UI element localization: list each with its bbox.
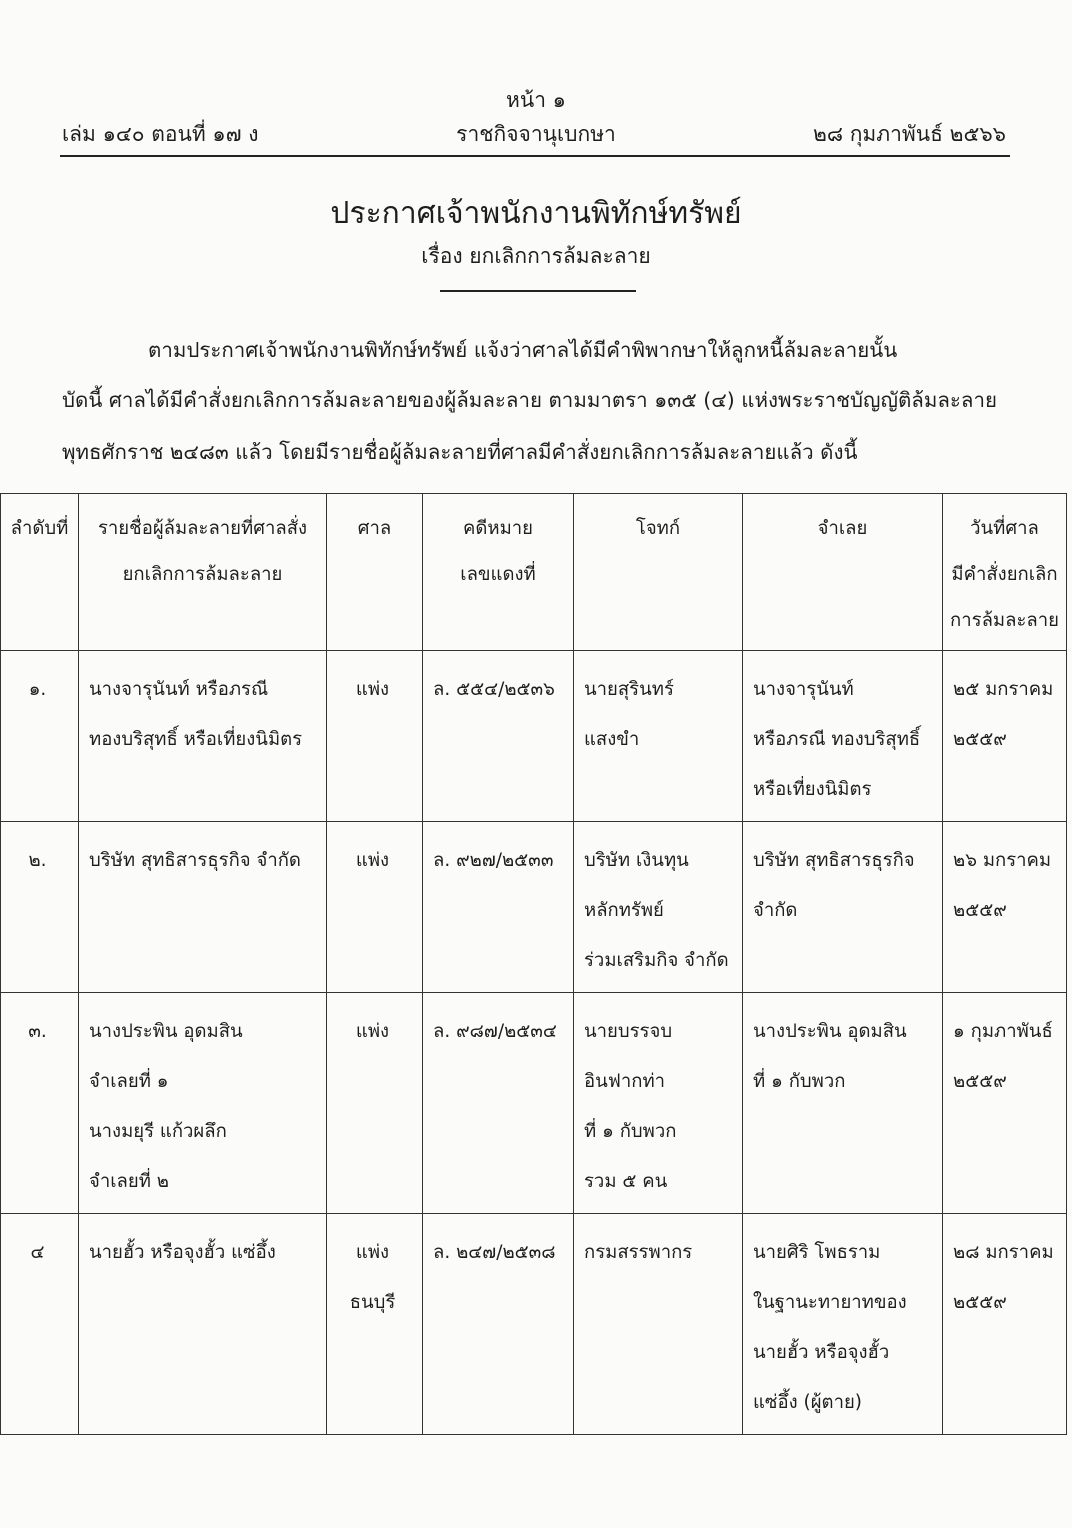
title-divider — [440, 290, 636, 292]
cell-court — [327, 822, 423, 993]
cell-text-line: ล. ๙๘๗/๒๕๓๔ — [433, 1021, 557, 1042]
cell-name — [79, 993, 327, 1214]
cell-text-line: วันที่ศาล — [970, 518, 1039, 539]
cell-text-line: นายสุรินทร์ — [584, 679, 674, 700]
cell-text-line: นายบรรจบ — [584, 1021, 673, 1042]
cell-text-line: จำเลย — [817, 518, 868, 539]
cell-text-line: นายฮั้ว หรือจุงฮั้ว แซ่อึ้ง — [89, 1242, 276, 1263]
header-cell-name — [79, 494, 327, 651]
cell-name — [79, 1214, 327, 1435]
header-cell-order-date — [943, 494, 1067, 651]
cell-text-line: ศาล — [357, 518, 392, 539]
gazette-date: ๒๘ กุมภาพันธ์ ๒๕๖๖ — [813, 122, 1006, 146]
body-paragraph-line: ตามประกาศเจ้าพนักงานพิทักษ์ทรัพย์ แจ้งว่าศาลได้มีคำพิพากษาให้ลูกหนี้ล้มละลายนั้น — [148, 338, 898, 362]
cell-text-line: แสงขำ — [584, 729, 640, 750]
cell-text-line: มีคำสั่งยกเลิก — [951, 564, 1058, 585]
cell-defendant — [743, 822, 943, 993]
cell-court — [327, 1214, 423, 1435]
body-paragraph-line: บัดนี้ ศาลได้มีคำสั่งยกเลิกการล้มละลายของผู้ล้มละลาย ตามมาตรา ๑๓๕ (๔) แห่งพระราชบัญญัติล้มละลาย — [62, 388, 997, 412]
cell-order-date — [943, 651, 1067, 822]
cell-text-line: ๑ กุมภาพันธ์ — [953, 1021, 1053, 1042]
cell-defendant — [743, 651, 943, 822]
cell-no — [1, 651, 79, 822]
gazette-volume: เล่ม ๑๔๐ ตอนที่ ๑๗ ง — [62, 122, 259, 146]
cell-text-line: อินฟากท่า — [584, 1071, 666, 1092]
cell-text-line: ที่ ๑ กับพวก — [753, 1071, 846, 1092]
cell-text-line: การล้มละลาย — [950, 610, 1059, 631]
cell-text-line: นางจารุนันท์ — [753, 679, 854, 700]
cell-text-line: ๒๕๕๙ — [953, 1292, 1007, 1313]
cell-text-line: บริษัท สุทธิสารธุรกิจ — [753, 850, 915, 871]
cell-text-line: แซ่อึ้ง (ผู้ตาย) — [753, 1392, 863, 1413]
cell-text-line: ลำดับที่ — [10, 518, 69, 539]
cell-order-date — [943, 1214, 1067, 1435]
cell-plaintiff — [574, 993, 743, 1214]
cell-text-line: นายศิริ โพธราม — [753, 1242, 881, 1263]
cell-name — [79, 651, 327, 822]
table-row — [1, 651, 1067, 822]
header-cell-case — [423, 494, 574, 651]
body-paragraph-line: พุทธศักราช ๒๔๘๓ แล้ว โดยมีรายชื่อผู้ล้มละลายที่ศาลมีคำสั่งยกเลิกการล้มละลายแล้ว ดังนี้ — [62, 440, 858, 464]
cell-text-line: นายฮั้ว หรือจุงฮั้ว — [753, 1342, 890, 1363]
cell-text-line: จำเลยที่ ๑ — [89, 1071, 169, 1092]
cell-name — [79, 822, 327, 993]
cell-text-line: นางประพิน อุดมสิน — [89, 1021, 243, 1042]
cell-court — [327, 993, 423, 1214]
cell-text-line: ล. ๕๕๔/๒๕๓๖ — [433, 679, 555, 700]
cell-text-line: นางจารุนันท์ หรือภรณี — [89, 679, 269, 700]
header-cell-no — [1, 494, 79, 651]
cell-text-line: แพ่ง — [355, 679, 390, 700]
table-header-row — [1, 494, 1067, 651]
cell-text-line: หลักทรัพย์ — [584, 900, 664, 921]
table-row — [1, 993, 1067, 1214]
cell-text-line: ทองบริสุทธิ์ หรือเที่ยงนิมิตร — [89, 729, 303, 750]
cell-no — [1, 822, 79, 993]
cell-plaintiff — [574, 1214, 743, 1435]
cell-no — [1, 1214, 79, 1435]
cell-text-line: แพ่ง — [355, 1242, 390, 1263]
cell-case — [423, 1214, 574, 1435]
cell-court — [327, 651, 423, 822]
cell-text-line: ๒. — [28, 850, 47, 871]
cell-text-line: ๒๕๕๙ — [953, 729, 1007, 750]
cell-defendant — [743, 1214, 943, 1435]
cell-text-line: หรือเที่ยงนิมิตร — [753, 779, 872, 800]
table-row — [1, 822, 1067, 993]
cell-text-line: ๒๘ มกราคม — [953, 1242, 1054, 1263]
header-cell-defendant — [743, 494, 943, 651]
cell-text-line: กรมสรรพากร — [584, 1242, 693, 1263]
cell-text-line: รวม ๕ คน — [584, 1171, 668, 1192]
cell-text-line: นางมยุรี แก้วผลึก — [89, 1121, 227, 1142]
cell-text-line: ๒๕๕๙ — [953, 900, 1007, 921]
cell-order-date — [943, 993, 1067, 1214]
cell-text-line: จำกัด — [753, 900, 798, 921]
cell-text-line: ๒๖ มกราคม — [953, 850, 1052, 871]
cell-text-line: ๓. — [28, 1021, 47, 1042]
cell-text-line: ในฐานะทายาทของ — [753, 1292, 907, 1313]
cell-text-line: รายชื่อผู้ล้มละลายที่ศาลสั่ง — [97, 518, 308, 539]
cell-text-line: ๒๕ มกราคม — [953, 679, 1054, 700]
cell-no — [1, 993, 79, 1214]
cell-text-line: จำเลยที่ ๒ — [89, 1171, 169, 1192]
cell-text-line: ๔ — [30, 1242, 45, 1263]
cell-defendant — [743, 993, 943, 1214]
cell-text-line: ร่วมเสริมกิจ จำกัด — [584, 950, 729, 971]
gazette-name: ราชกิจจานุเบกษา — [456, 122, 616, 146]
announcement-title: ประกาศเจ้าพนักงานพิทักษ์ทรัพย์ — [330, 196, 742, 231]
cell-text-line: ๒๕๕๙ — [953, 1071, 1007, 1092]
cell-text-line: นางประพิน อุดมสิน — [753, 1021, 907, 1042]
cell-text-line: ล. ๙๒๗/๒๕๓๓ — [433, 850, 554, 871]
cell-case — [423, 822, 574, 993]
cell-text-line: บริษัท เงินทุน — [584, 850, 689, 871]
cell-text-line: บริษัท สุทธิสารธุรกิจ จำกัด — [89, 850, 301, 871]
cell-text-line: เลขแดงที่ — [460, 564, 536, 585]
page-number: หน้า ๑ — [506, 88, 566, 112]
cell-plaintiff — [574, 651, 743, 822]
cell-text-line: แพ่ง — [355, 850, 390, 871]
cell-text-line: แพ่ง — [355, 1021, 390, 1042]
cell-case — [423, 993, 574, 1214]
cell-text-line: คดีหมาย — [462, 518, 533, 539]
cell-plaintiff — [574, 822, 743, 993]
bankruptcy-cancellation-table — [0, 493, 1067, 1435]
header-cell-plaintiff — [574, 494, 743, 651]
cell-text-line: หรือภรณี ทองบริสุทธิ์ — [753, 729, 921, 750]
cell-text-line: ธนบุรี — [349, 1292, 396, 1313]
cell-text-line: ล. ๒๔๗/๒๕๓๘ — [433, 1242, 556, 1263]
header-cell-court — [327, 494, 423, 651]
announcement-subject: เรื่อง ยกเลิกการล้มละลาย — [421, 244, 651, 268]
cell-case — [423, 651, 574, 822]
table-row — [1, 1214, 1067, 1435]
cell-text-line: ยกเลิกการล้มละลาย — [122, 564, 283, 585]
header-rule — [60, 155, 1010, 157]
cell-text-line: โจทก์ — [635, 518, 681, 539]
cell-order-date — [943, 822, 1067, 993]
cell-text-line: ที่ ๑ กับพวก — [584, 1121, 677, 1142]
cell-text-line: ๑. — [28, 679, 47, 700]
